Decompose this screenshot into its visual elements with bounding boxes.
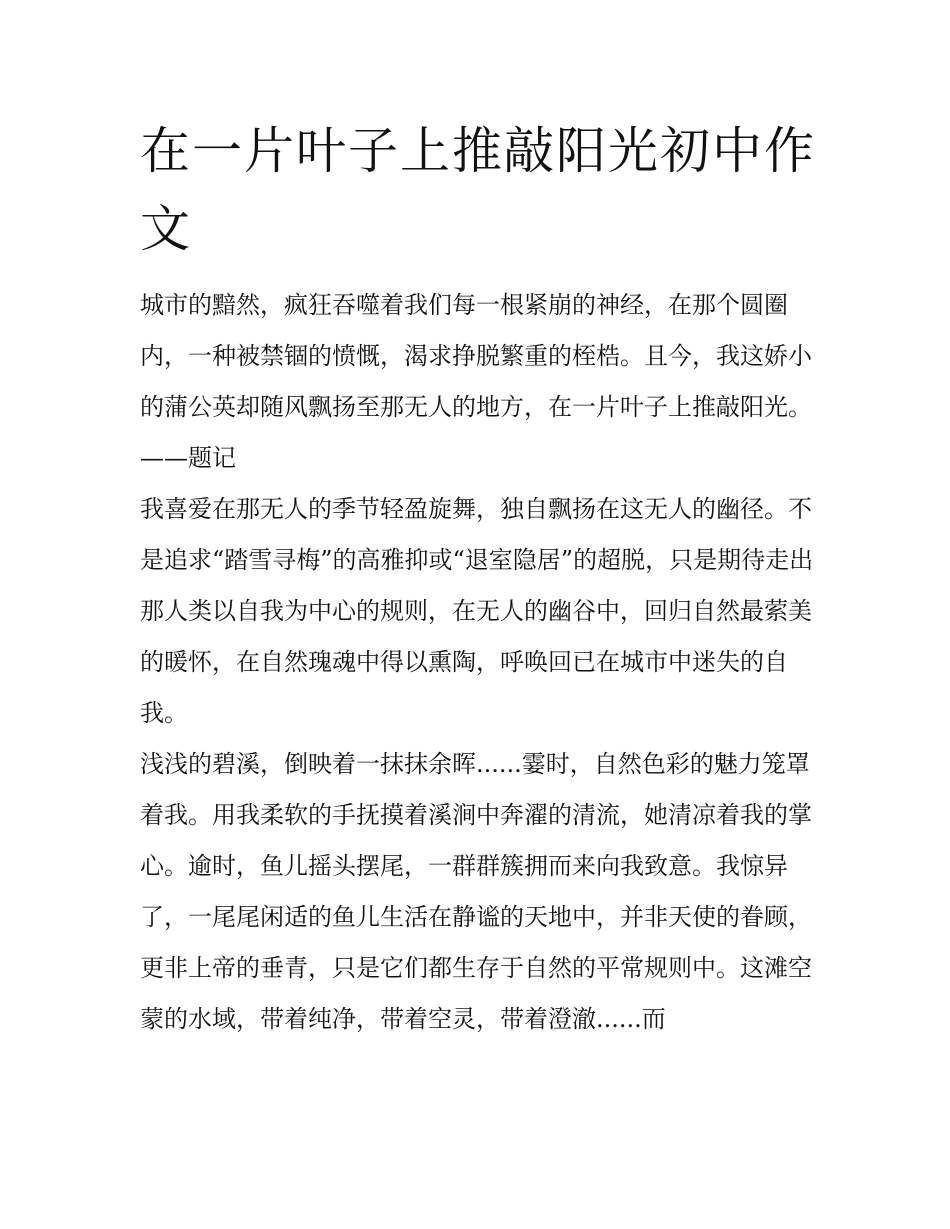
paragraph-preface: 城市的黯然，疯狂吞噬着我们每一根紧崩的神经，在那个圆圈内，一种被禁锢的愤慨，渴求挣脱繁重的桎梏。且今，我这娇小的蒲公英却随风飘扬至那无人的地方，在一片叶子上推敲阳光。	[140, 291, 812, 421]
paragraph-body-1: 我喜爱在那无人的季节轻盈旋舞，独自飘扬在这无人的幽径。不是追求“踏雪寻梅”的高雅抑或“退室隐居”的超脱，只是期待走出那人类以自我为中心的规则，在无人的幽谷中，回归自然最萦美的暖怀，在自然瑰魂中得以熏陶，呼唤回已在城市中迷失的自我。	[140, 495, 814, 727]
paragraph-epigraph-label: ——题记	[140, 444, 236, 472]
paragraph-body-2: 浅浅的碧溪，倒映着一抹抹余晖......霎时，自然色彩的魅力笼罩着我。用我柔软的手抚摸着溪涧中奔濯的清流，她清凉着我的掌心。逾时，鱼儿摇头摆尾，一群群簇拥而来向我致意。我惊异了，一尾尾闲适的鱼儿生活在静谧的天地中，并非天使的眷顾，更非上帝的垂青，只是它们都生存于自然的平常规则中。这滩空蒙的水域，带着纯净，带着空灵，带着澄澈......而	[140, 750, 812, 1033]
document-body	[140, 280, 820, 1045]
document-title: 在一片叶子上推敲阳光初中作文	[140, 122, 816, 258]
